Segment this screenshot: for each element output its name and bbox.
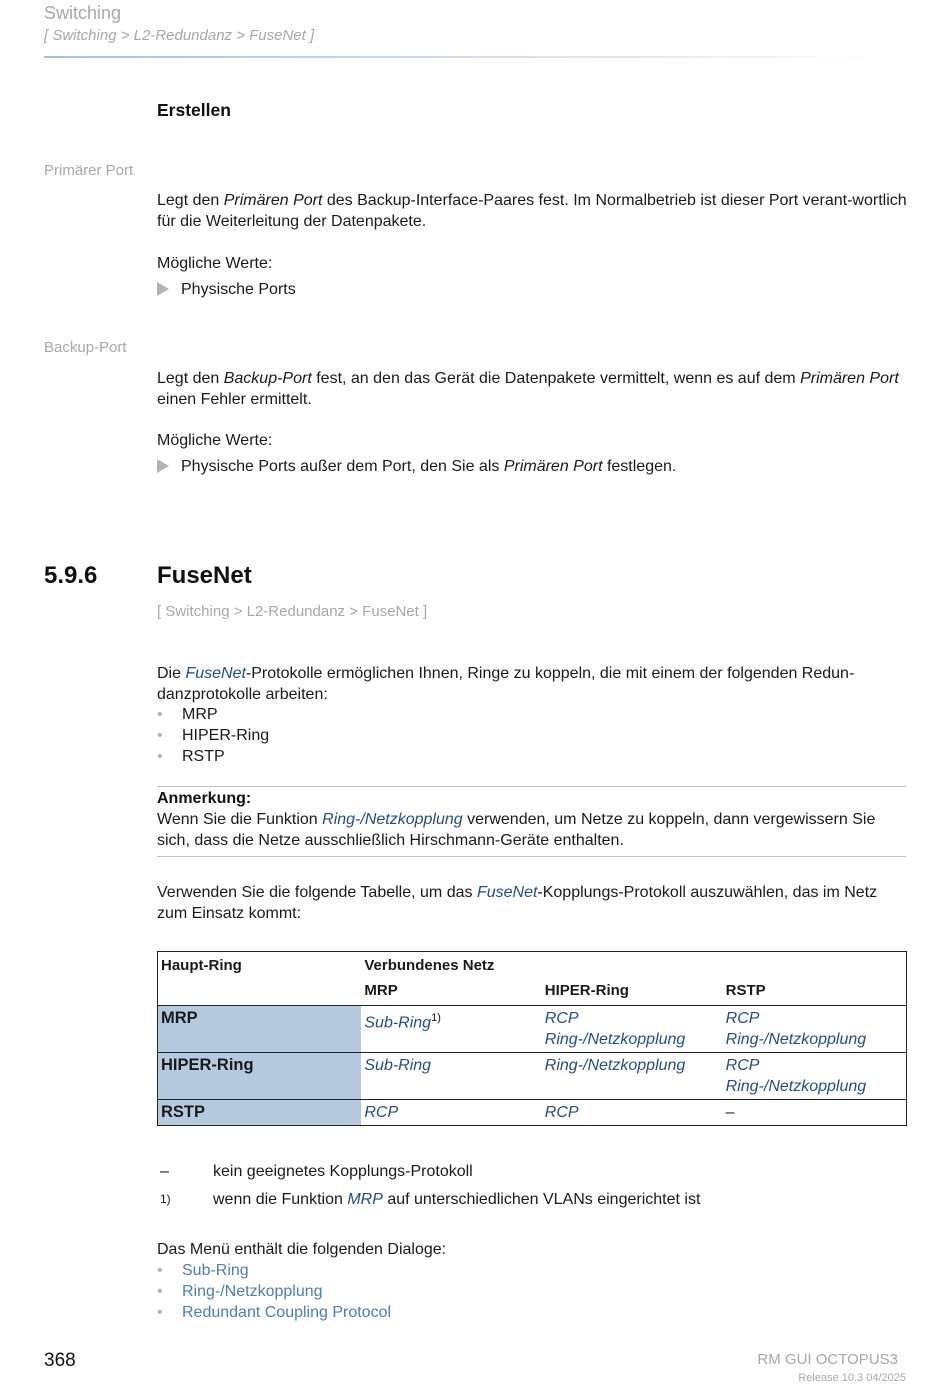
primary-port-label: Primärer Port xyxy=(44,162,134,179)
subheader-rstp: RSTP xyxy=(725,982,766,999)
backup-port-values-label: Mögliche Werte: xyxy=(157,432,273,449)
row-header: MRP xyxy=(158,1006,362,1053)
legend-dash-text: kein geeignetes Kopplungs-Protokoll xyxy=(213,1163,473,1180)
list-item: • MRP xyxy=(157,706,218,723)
table-row xyxy=(158,1006,907,1053)
dialog-link-sub-ring[interactable]: Sub-Ring xyxy=(182,1262,249,1279)
list-item xyxy=(157,1302,907,1323)
backup-port-value-item: Physische Ports außer dem Port, den Sie als Primären Port festlegen. xyxy=(157,456,676,477)
footer-release: Release 10.3 04/2025 xyxy=(798,1372,906,1384)
cell-value: – xyxy=(725,1104,735,1121)
mrp-link[interactable]: MRP xyxy=(347,1191,383,1208)
bullet-dot-icon: • xyxy=(157,1262,163,1279)
dialog-link-ring-coupling[interactable]: Ring-/Netzkopplung xyxy=(182,1283,323,1300)
list-item xyxy=(157,1260,907,1281)
cell-link[interactable]: RCP xyxy=(725,1057,760,1074)
table-row xyxy=(158,1100,907,1126)
ring-coupling-link[interactable]: Ring-/Netzkopplung xyxy=(322,811,463,828)
legend-dash-symbol: – xyxy=(160,1163,169,1180)
subheader-hiper-ring: HIPER-Ring xyxy=(544,982,629,999)
cell-link[interactable]: Sub-Ring xyxy=(364,1014,432,1032)
table-cell xyxy=(361,1053,541,1100)
table-cell xyxy=(723,1006,907,1053)
table-cell xyxy=(723,1053,907,1100)
erstellen-heading: Erstellen xyxy=(157,100,231,120)
cell-link[interactable]: Ring-/Netzkopplung xyxy=(544,1031,686,1048)
table-cell xyxy=(723,1100,907,1126)
cell-link[interactable]: Ring-/Netzkopplung xyxy=(544,1057,686,1074)
cell-link[interactable]: Ring-/Netzkopplung xyxy=(725,1031,867,1048)
primary-port-values-label: Mögliche Werte: xyxy=(157,255,273,272)
list-item: • HIPER-Ring xyxy=(157,727,270,744)
footer-product: RM GUI OCTOPUS3 xyxy=(757,1351,898,1368)
header-breadcrumb: [ Switching > L2-Redundanz > FuseNet ] xyxy=(44,27,315,44)
bullet-dot-icon: • xyxy=(157,706,163,723)
cell-link[interactable]: RCP xyxy=(544,1010,579,1027)
protocol-list xyxy=(157,704,907,767)
header-connected-network: Verbundenes Netz xyxy=(364,957,495,974)
cell-link[interactable]: RCP xyxy=(544,1104,579,1121)
triangle-bullet-icon xyxy=(157,282,169,296)
row-header: RSTP xyxy=(158,1100,362,1126)
dialog-list xyxy=(157,1260,907,1323)
table-subheader-row xyxy=(158,978,907,1006)
dialogs-intro: Das Menü enthält die folgenden Dialoge: xyxy=(157,1241,447,1258)
note-text: Wenn Sie die Funktion Ring-/Netzkopplung verwenden, um Netze zu koppeln, dann vergewissern Sie sich, dass die Netze ausschließlich Hirschmann-Geräte enthalten. xyxy=(157,811,876,849)
bullet-dot-icon: • xyxy=(157,1304,163,1321)
fusenet-link[interactable]: FuseNet xyxy=(476,884,538,901)
section-breadcrumb: [ Switching > L2-Redundanz > FuseNet ] xyxy=(157,603,428,620)
section-title: FuseNet xyxy=(157,562,252,589)
header-title: Switching xyxy=(44,3,122,23)
row-header: HIPER-Ring xyxy=(158,1053,362,1100)
table-header-row xyxy=(158,952,907,979)
header-divider xyxy=(44,56,884,58)
primary-port-value-item: Physische Ports xyxy=(157,279,296,300)
subheader-mrp: MRP xyxy=(364,982,398,999)
dialog-link-rcp[interactable]: Redundant Coupling Protocol xyxy=(182,1304,392,1321)
section-number: 5.9.6 xyxy=(44,562,98,589)
note-bottom-rule xyxy=(157,856,906,857)
legend-footnote-text: wenn die Funktion MRP auf unterschiedlichen VLANs eingerichtet ist xyxy=(213,1191,701,1208)
primary-port-description: Legt den Primären Port des Backup-Interface-Paares fest. Im Normalbetrieb ist dieser Port verant-wortlich für die Weiterleitung der Datenpakete. xyxy=(157,192,907,230)
backup-port-label: Backup-Port xyxy=(44,339,127,356)
table-cell xyxy=(542,1100,723,1126)
table-cell xyxy=(361,1006,541,1053)
fusenet-link[interactable]: FuseNet xyxy=(185,665,246,682)
table-intro: Verwenden Sie die folgende Tabelle, um das FuseNet-Kopplungs-Protokoll auszuwählen, das im Netz zum Einsatz kommt: xyxy=(157,884,878,922)
cell-link[interactable]: Sub-Ring xyxy=(364,1057,432,1074)
bullet-dot-icon: • xyxy=(157,748,163,765)
cell-link[interactable]: RCP xyxy=(725,1010,760,1027)
bullet-dot-icon: • xyxy=(157,727,163,744)
cell-link[interactable]: RCP xyxy=(364,1104,399,1121)
page-number: 368 xyxy=(44,1350,76,1371)
note-top-rule xyxy=(157,786,906,787)
coupling-table xyxy=(157,951,907,1126)
list-item xyxy=(157,1281,907,1302)
list-item: • RSTP xyxy=(157,748,225,765)
table-cell xyxy=(542,1053,723,1100)
table-cell xyxy=(542,1006,723,1053)
bullet-dot-icon: • xyxy=(157,1283,163,1300)
cell-link[interactable]: Ring-/Netzkopplung xyxy=(725,1078,867,1095)
table-cell xyxy=(361,1100,541,1126)
note-title: Anmerkung: xyxy=(157,790,252,807)
section-intro: Die FuseNet-Protokolle ermöglichen Ihnen, Ringe zu koppeln, die mit einem der folgenden Redun-danzprotokolle arbeiten: xyxy=(157,665,855,703)
legend-footnote-symbol: 1) xyxy=(160,1192,171,1206)
triangle-bullet-icon xyxy=(157,459,169,473)
table-row xyxy=(158,1053,907,1100)
header-main-ring: Haupt-Ring xyxy=(161,957,242,974)
footnote-marker: 1) xyxy=(431,1012,441,1024)
backup-port-description: Legt den Backup-Port fest, an den das Gerät die Datenpakete vermittelt, wenn es auf dem Primären Port einen Fehler ermittelt. xyxy=(157,370,899,408)
